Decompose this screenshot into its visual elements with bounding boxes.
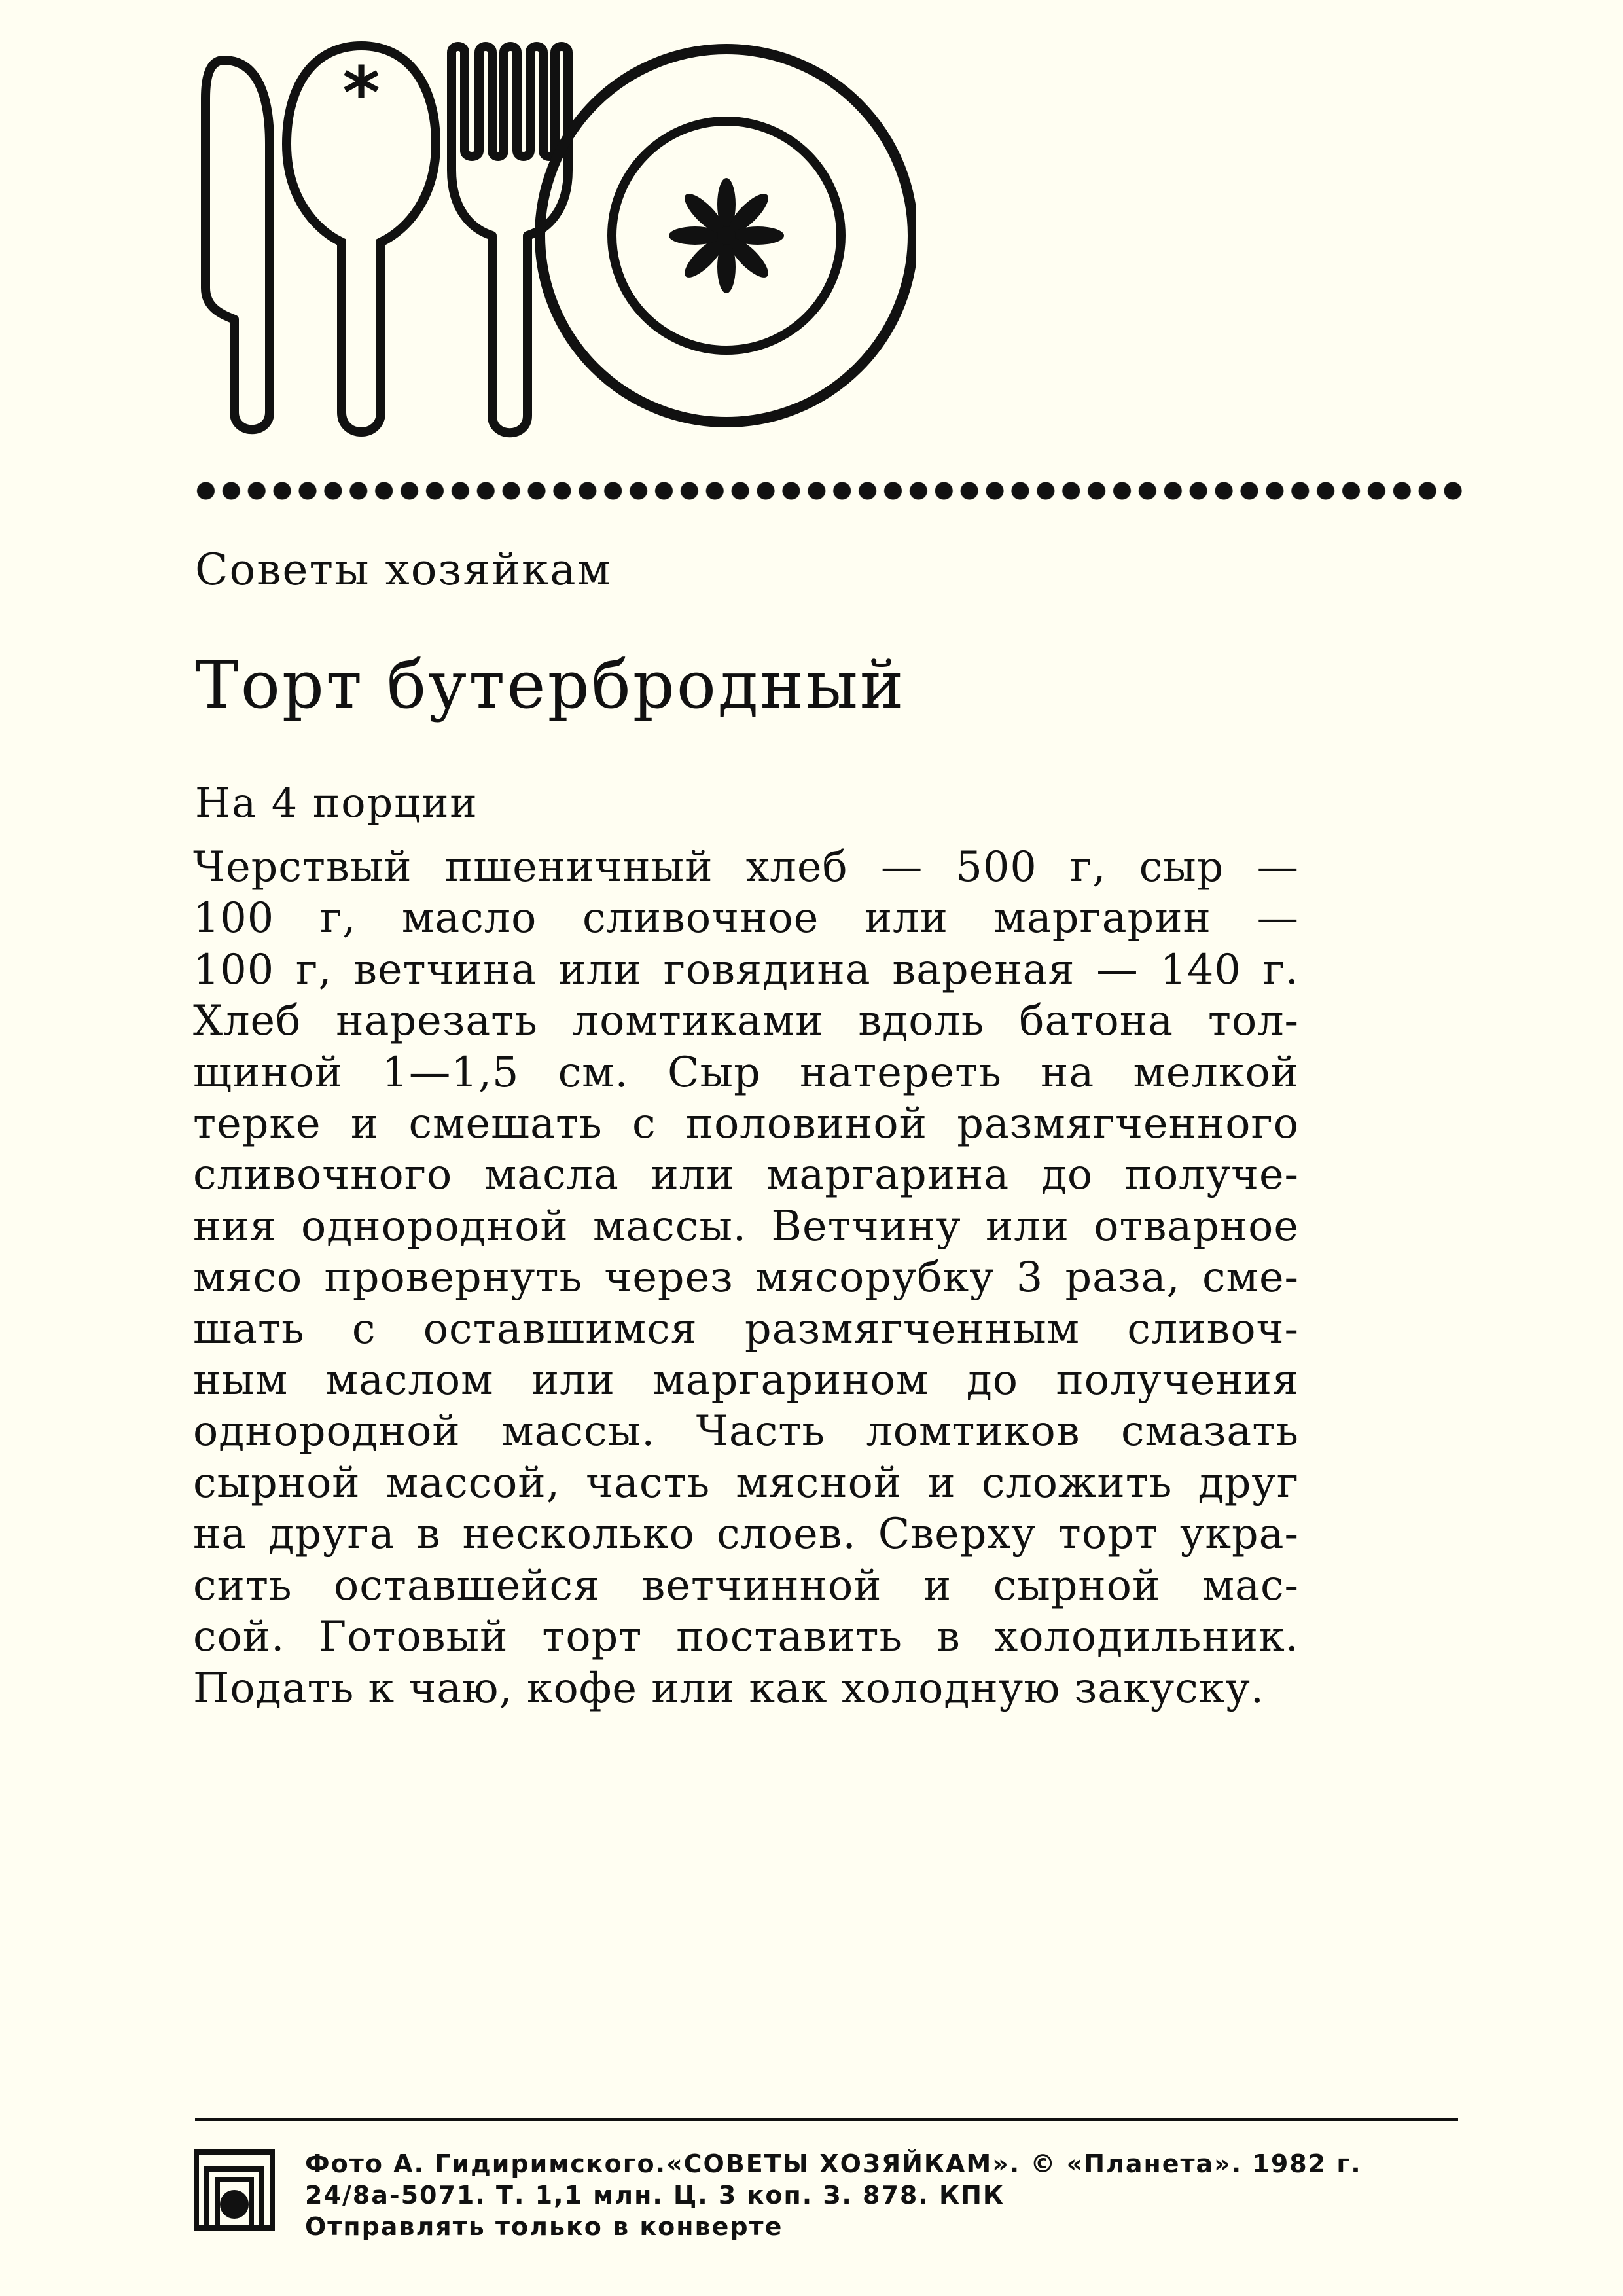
recipe-line: сливочного масла или маргарина до получе-: [193, 1150, 1299, 1199]
recipe-line: щиной 1—1,5 см. Сыр натереть на мелкой: [193, 1047, 1299, 1096]
recipe-line: однородной массы. Часть ломтиков смазать: [193, 1407, 1299, 1456]
imprint-line-credits: Фото А. Гидиримского.«СОВЕТЫ ХОЗЯЙКАМ». © «Планета». 1982 г.: [305, 2149, 1362, 2178]
recipe-line: сырной массой, часть мясной и сложить друг: [193, 1458, 1299, 1507]
dotted-divider: [193, 479, 1466, 503]
servings-label: На 4 порции: [195, 779, 478, 827]
recipe-line: 100 г, ветчина или говядина вареная — 140 г.: [193, 944, 1299, 994]
plate-icon: [540, 49, 913, 422]
recipe-title: Торт бутербродный: [195, 647, 906, 723]
recipe-body: [193, 841, 1299, 1713]
imprint: [305, 2148, 1470, 2242]
fork-icon: [452, 46, 568, 433]
imprint-line-mailing-note: Отправлять только в конверте: [305, 2212, 783, 2241]
recipe-line: на друга в несколько слоев. Сверху торт укра-: [193, 1509, 1299, 1558]
footer-divider: [195, 2118, 1458, 2121]
recipe-line: терке и смешать с половиной размягченного: [193, 1099, 1299, 1148]
recipe-line: Черствый пшеничный хлеб — 500 г, сыр —: [193, 842, 1299, 891]
recipe-line: сить оставшейся ветчинной и сырной мас-: [193, 1560, 1299, 1609]
recipe-line: Хлеб нарезать ломтиками вдоль батона тол-: [193, 996, 1299, 1045]
recipe-line: ным маслом или маргарином до получения: [193, 1355, 1299, 1405]
knife-icon: [205, 60, 270, 429]
recipe-line: Подать к чаю, кофе или как холодную закуску.: [193, 1663, 1264, 1712]
svg-text:*: *: [342, 51, 380, 135]
series-label: Советы хозяйкам: [195, 545, 612, 595]
recipe-line: шать с оставшимся размягченным сливоч-: [193, 1304, 1299, 1353]
recipe-line: ния однородной массы. Ветчину или отварное: [193, 1201, 1299, 1250]
recipe-line: мясо провернуть через мясорубку 3 раза, сме-: [193, 1253, 1299, 1302]
imprint-line-print-info: 24/8а-5071. Т. 1,1 млн. Ц. 3 коп. З. 878. КПК: [305, 2181, 1005, 2210]
publisher-emblem-icon: [194, 2149, 275, 2231]
recipe-line: сой. Готовый торт поставить в холодильник.: [193, 1612, 1299, 1661]
recipe-line: 100 г, масло сливочное или маргарин —: [193, 893, 1299, 942]
tableware-logo: [190, 20, 916, 445]
spoon-icon: [287, 46, 436, 432]
